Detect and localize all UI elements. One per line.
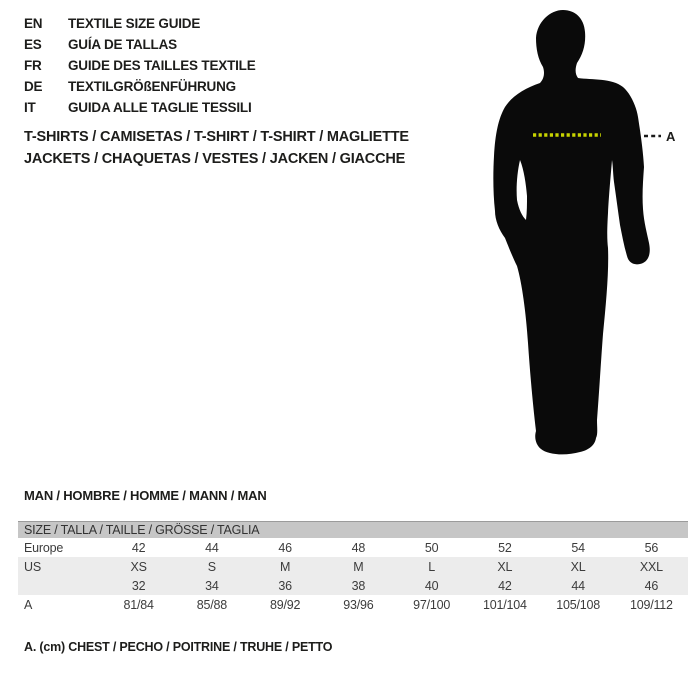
table-cell: 48 <box>351 540 366 555</box>
table-cell: 44 <box>205 540 219 555</box>
table-cell: 34 <box>205 578 219 593</box>
product-line-tshirts: T-SHIRTS / CAMISETAS / T-SHIRT / T-SHIRT / MAGLIETTE <box>24 129 409 145</box>
table-cell: M <box>280 559 291 574</box>
man-silhouette <box>493 8 663 456</box>
table-row-us-numeric <box>18 576 688 595</box>
row-label: Europe <box>24 540 64 555</box>
language-title: GUIDA ALLE TAGLIE TESSILI <box>68 100 252 115</box>
measurement-footnote: A. (cm) CHEST / PECHO / POITRINE / TRUHE / PETTO <box>24 640 333 654</box>
size-table <box>18 521 688 614</box>
table-cell: 32 <box>131 578 146 593</box>
language-title: GUÍA DE TALLAS <box>68 37 177 52</box>
language-row-fr <box>24 55 256 76</box>
table-cell: L <box>428 559 435 574</box>
language-title: GUIDE DES TAILLES TEXTILE <box>68 58 256 73</box>
table-cell: 36 <box>278 578 292 593</box>
language-row-de <box>24 76 256 97</box>
table-cell: 42 <box>131 540 146 555</box>
table-cell: 46 <box>278 540 292 555</box>
table-cell: 56 <box>644 540 659 555</box>
language-code: EN <box>24 16 43 31</box>
language-title: TEXTILGRÖßENFÜHRUNG <box>68 79 236 94</box>
language-title: TEXTILE SIZE GUIDE <box>68 16 201 31</box>
row-label: US <box>24 559 41 574</box>
language-code: ES <box>24 37 42 52</box>
table-row-us <box>18 557 688 576</box>
language-code: IT <box>24 100 36 115</box>
man-silhouette-svg <box>493 8 663 456</box>
table-cell: 46 <box>644 578 659 593</box>
product-line-jackets: JACKETS / CHAQUETAS / VESTES / JACKEN / GIACCHE <box>24 151 406 167</box>
table-cell: XXL <box>639 559 663 574</box>
table-cell: 42 <box>498 578 512 593</box>
table-row-chest <box>18 595 688 614</box>
table-cell: 38 <box>351 578 366 593</box>
language-code: FR <box>24 58 42 73</box>
table-cell: 44 <box>571 578 585 593</box>
table-cell: XS <box>130 559 147 574</box>
table-cell: 50 <box>424 540 439 555</box>
table-cell: 40 <box>424 578 439 593</box>
table-cell: 93/96 <box>343 597 374 612</box>
language-list <box>24 13 256 118</box>
measure-label-a: A <box>666 129 676 144</box>
table-cell: 89/92 <box>269 597 301 612</box>
table-cell: XL <box>570 559 586 574</box>
table-cell: 52 <box>498 540 512 555</box>
section-title-man: MAN / HOMBRE / HOMME / MANN / MAN <box>24 488 267 503</box>
table-cell: 81/84 <box>123 597 154 612</box>
table-cell: M <box>353 559 364 574</box>
product-types <box>24 126 409 170</box>
table-cell: 85/88 <box>196 597 228 612</box>
table-cell: 109/112 <box>629 597 673 612</box>
table-cell: XL <box>497 559 513 574</box>
table-cell: S <box>207 559 216 574</box>
language-row-en <box>24 13 256 34</box>
table-cell: 54 <box>571 540 585 555</box>
table-cell: 105/108 <box>556 597 601 612</box>
language-row-it <box>24 97 256 118</box>
table-row-europe <box>18 538 688 557</box>
row-label: A <box>24 597 33 612</box>
table-cell: 101/104 <box>482 597 527 612</box>
man-silhouette-shape <box>493 10 649 454</box>
language-row-es <box>24 34 256 55</box>
size-table-header: SIZE / TALLA / TAILLE / GRÖSSE / TAGLIA <box>18 521 688 538</box>
language-code: DE <box>24 79 43 94</box>
table-cell: 97/100 <box>413 597 451 612</box>
